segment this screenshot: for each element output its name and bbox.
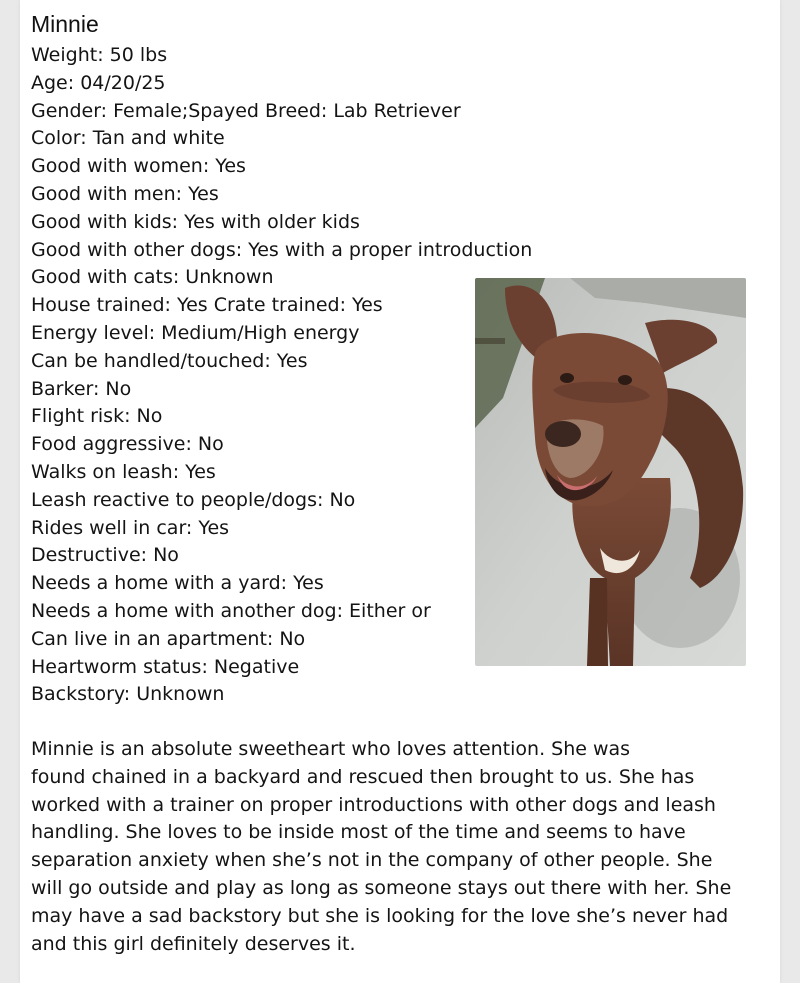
fact-apartment: Can live in an apartment: No: [31, 627, 306, 650]
fact-weight: Weight: 50 lbs: [31, 44, 168, 66]
fact-good-with-men: Good with men: Yes: [31, 182, 219, 205]
fact-good-with-cats: Good with cats: Unknown: [31, 266, 274, 289]
fact-destructive: Destructive: No: [31, 544, 179, 567]
fact-good-with-women: Good with women: Yes: [31, 155, 246, 178]
fact-good-with-dogs: Good with other dogs: Yes with a proper introduction: [31, 238, 533, 261]
story-line: Minnie is an absolute sweetheart who loves attention. She was: [31, 738, 631, 760]
story-line: worked with a trainer on proper introductions with other dogs and leash: [31, 793, 716, 816]
fact-rides-in-car: Rides well in car: Yes: [31, 516, 230, 539]
fact-handled: Can be handled/touched: Yes: [31, 349, 308, 372]
story-line: found chained in a backyard and rescued then brought to us. She has: [31, 765, 695, 788]
fact-heartworm: Heartworm status: Negative: [31, 655, 300, 678]
fact-color: Color: Tan and white: [31, 127, 225, 150]
fact-energy-level: Energy level: Medium/High energy: [31, 321, 360, 344]
fact-barker: Barker: No: [31, 377, 132, 400]
fact-flight-risk: Flight risk: No: [31, 405, 163, 428]
fact-food-aggressive: Food aggressive: No: [31, 433, 224, 456]
story-line: will go outside and play as long as someone stays out there with her. She: [31, 876, 732, 899]
fact-backstory: Backstory: Unknown: [31, 683, 225, 706]
pet-name: Minnie: [31, 11, 99, 37]
fact-age: Age: 04/20/25: [31, 71, 166, 94]
fact-house-crate-trained: House trained: Yes Crate trained: Yes: [31, 294, 383, 317]
dog-photo: [475, 278, 746, 666]
fact-needs-yard: Needs a home with a yard: Yes: [31, 572, 324, 595]
fact-needs-another-dog: Needs a home with another dog: Either or: [31, 599, 431, 622]
fact-walks-on-leash: Walks on leash: Yes: [31, 460, 216, 483]
story-line: may have a sad backstory but she is looking for the love she’s never had: [31, 904, 729, 927]
story-line: and this girl definitely deserves it.: [31, 932, 356, 955]
story-line: handling. She loves to be inside most of the time and seems to have: [31, 821, 686, 844]
story-line: separation anxiety when she’s not in the company of other people. She: [31, 849, 713, 872]
pet-story: [31, 736, 761, 958]
fact-leash-reactive: Leash reactive to people/dogs: No: [31, 488, 356, 511]
fact-gender-breed: Gender: Female;Spayed Breed: Lab Retriever: [31, 99, 461, 122]
fact-good-with-kids: Good with kids: Yes with older kids: [31, 210, 360, 233]
